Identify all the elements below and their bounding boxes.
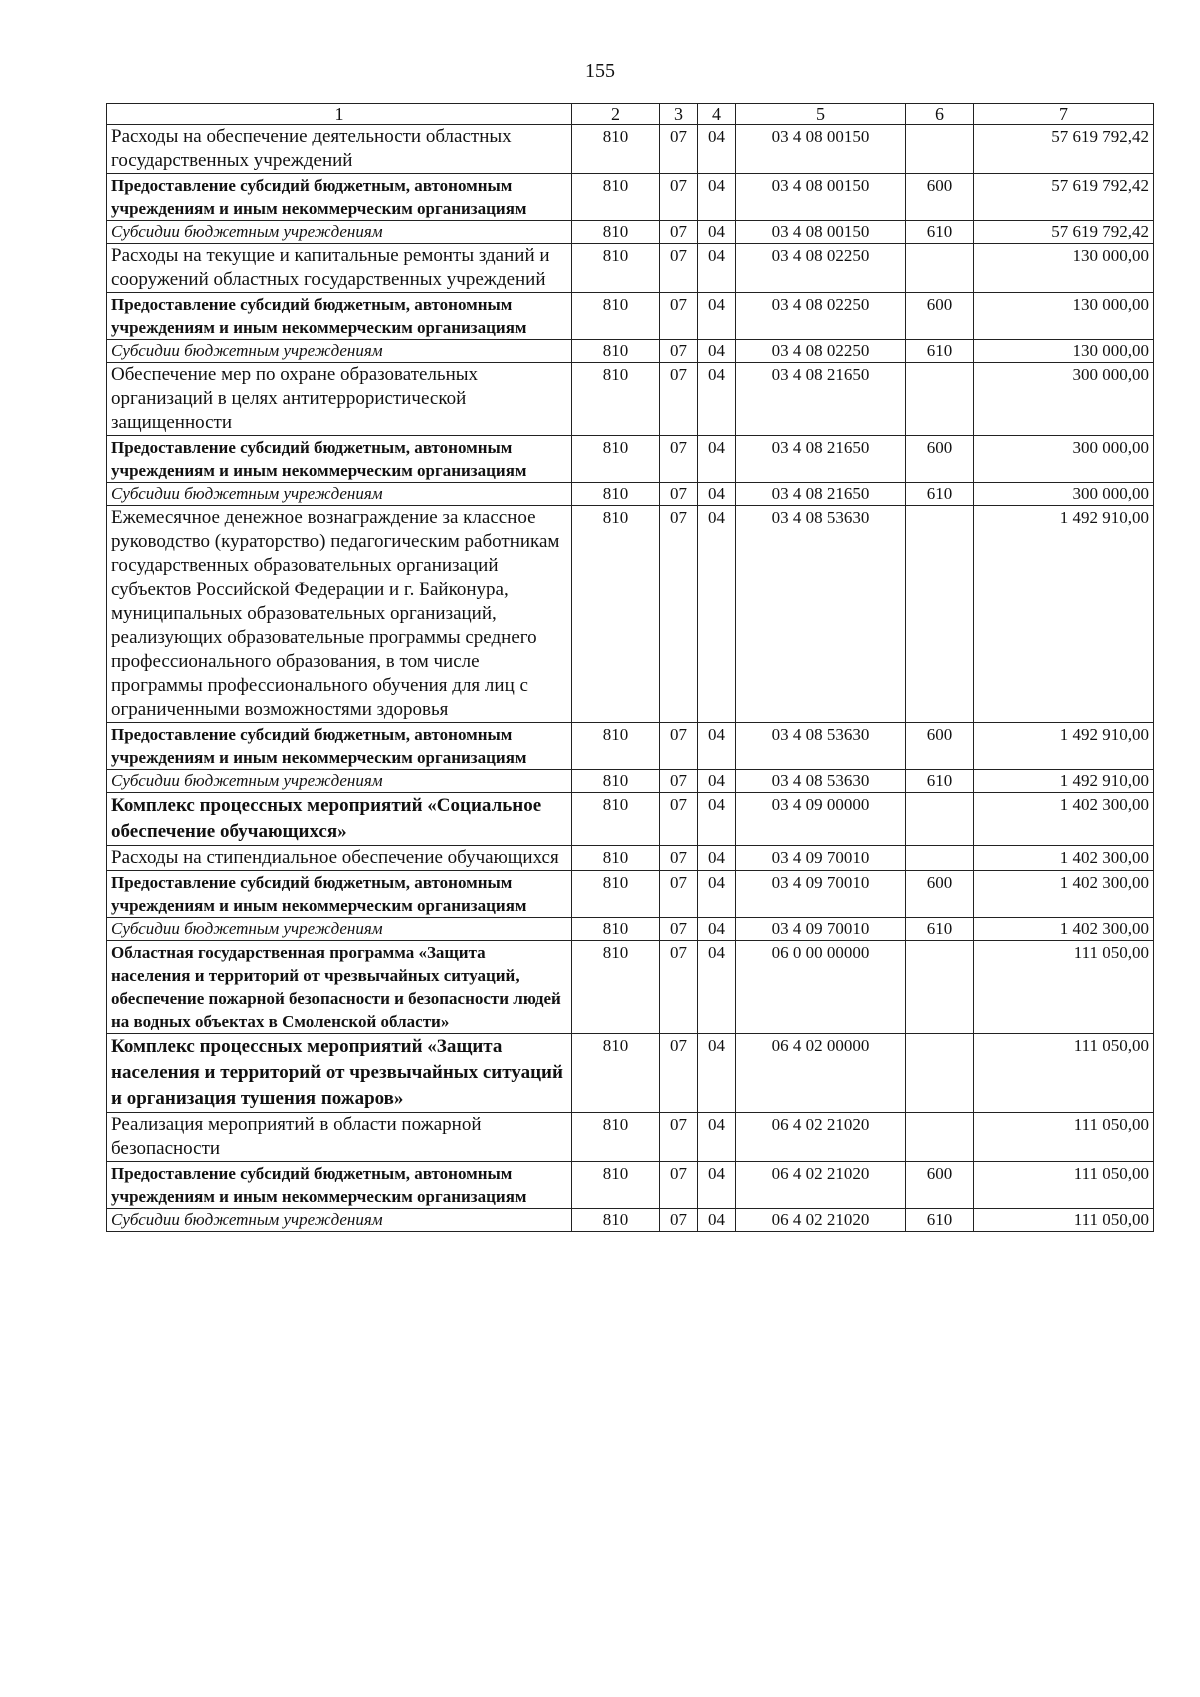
- target-article-cell: 06 0 00 00000: [736, 941, 906, 1034]
- table-row: [107, 363, 1154, 436]
- section-code-cell: 07: [660, 1162, 698, 1209]
- target-article-cell: 03 4 08 02250: [736, 293, 906, 340]
- expense-name-cell: Субсидии бюджетным учреждениям: [107, 1209, 572, 1232]
- expense-type-cell: [906, 1034, 974, 1113]
- section-code-cell: 07: [660, 846, 698, 871]
- expense-name-cell: Предоставление субсидий бюджетным, автономным учреждениям и иным некоммерческим организациям: [107, 871, 572, 918]
- expense-type-cell: 600: [906, 436, 974, 483]
- table-row: [107, 918, 1154, 941]
- expense-type-cell: 600: [906, 293, 974, 340]
- expense-type-cell: [906, 125, 974, 174]
- ministry-code-cell: 810: [572, 846, 660, 871]
- subsection-code-cell: 04: [698, 293, 736, 340]
- subsection-code-cell: 04: [698, 918, 736, 941]
- amount-cell: 1 402 300,00: [974, 793, 1154, 846]
- expense-type-cell: 610: [906, 221, 974, 244]
- table-row: [107, 871, 1154, 918]
- table-row: [107, 293, 1154, 340]
- subsection-code-cell: 04: [698, 244, 736, 293]
- column-number: 6: [906, 104, 974, 125]
- expense-name-cell: Расходы на обеспечение деятельности областных государственных учреждений: [107, 125, 572, 174]
- subsection-code-cell: 04: [698, 174, 736, 221]
- ministry-code-cell: 810: [572, 221, 660, 244]
- ministry-code-cell: 810: [572, 174, 660, 221]
- amount-cell: 57 619 792,42: [974, 174, 1154, 221]
- table-row: [107, 174, 1154, 221]
- ministry-code-cell: 810: [572, 723, 660, 770]
- target-article-cell: 06 4 02 00000: [736, 1034, 906, 1113]
- expense-name-cell: Субсидии бюджетным учреждениям: [107, 221, 572, 244]
- ministry-code-cell: 810: [572, 340, 660, 363]
- amount-cell: 57 619 792,42: [974, 221, 1154, 244]
- ministry-code-cell: 810: [572, 483, 660, 506]
- expense-type-cell: 610: [906, 483, 974, 506]
- expense-type-cell: [906, 1113, 974, 1162]
- subsection-code-cell: 04: [698, 436, 736, 483]
- expense-name-cell: Расходы на текущие и капитальные ремонты зданий и сооружений областных государственных учреждений: [107, 244, 572, 293]
- table-row: [107, 1162, 1154, 1209]
- column-number: 1: [107, 104, 572, 125]
- subsection-code-cell: 04: [698, 221, 736, 244]
- subsection-code-cell: 04: [698, 941, 736, 1034]
- section-code-cell: 07: [660, 793, 698, 846]
- target-article-cell: 03 4 08 21650: [736, 363, 906, 436]
- expense-name-cell: Предоставление субсидий бюджетным, автономным учреждениям и иным некоммерческим организациям: [107, 723, 572, 770]
- expense-name-cell: Субсидии бюджетным учреждениям: [107, 483, 572, 506]
- section-code-cell: 07: [660, 918, 698, 941]
- expense-type-cell: 610: [906, 340, 974, 363]
- column-number: 5: [736, 104, 906, 125]
- ministry-code-cell: 810: [572, 1209, 660, 1232]
- amount-cell: 130 000,00: [974, 244, 1154, 293]
- section-code-cell: 07: [660, 506, 698, 723]
- amount-cell: 111 050,00: [974, 1113, 1154, 1162]
- table-row: [107, 723, 1154, 770]
- amount-cell: 1 492 910,00: [974, 723, 1154, 770]
- target-article-cell: 03 4 08 53630: [736, 506, 906, 723]
- subsection-code-cell: 04: [698, 723, 736, 770]
- expense-type-cell: 610: [906, 918, 974, 941]
- subsection-code-cell: 04: [698, 1209, 736, 1232]
- expense-type-cell: 600: [906, 723, 974, 770]
- page-number: 155: [585, 60, 615, 82]
- column-number-row: [107, 104, 1154, 125]
- section-code-cell: 07: [660, 770, 698, 793]
- expense-type-cell: 610: [906, 1209, 974, 1232]
- budget-table: [106, 103, 1154, 1232]
- section-code-cell: 07: [660, 244, 698, 293]
- ministry-code-cell: 810: [572, 770, 660, 793]
- ministry-code-cell: 810: [572, 871, 660, 918]
- expense-name-cell: Субсидии бюджетным учреждениям: [107, 770, 572, 793]
- section-code-cell: 07: [660, 1034, 698, 1113]
- subsection-code-cell: 04: [698, 1162, 736, 1209]
- expense-name-cell: Реализация мероприятий в области пожарной безопасности: [107, 1113, 572, 1162]
- expense-type-cell: [906, 363, 974, 436]
- column-number: 2: [572, 104, 660, 125]
- target-article-cell: 03 4 09 00000: [736, 793, 906, 846]
- subsection-code-cell: 04: [698, 125, 736, 174]
- section-code-cell: 07: [660, 221, 698, 244]
- target-article-cell: 06 4 02 21020: [736, 1209, 906, 1232]
- ministry-code-cell: 810: [572, 244, 660, 293]
- amount-cell: 130 000,00: [974, 293, 1154, 340]
- target-article-cell: 03 4 08 02250: [736, 340, 906, 363]
- table-row: [107, 770, 1154, 793]
- expense-name-cell: Комплекс процессных мероприятий «Социальное обеспечение обучающихся»: [107, 793, 572, 846]
- expense-type-cell: [906, 941, 974, 1034]
- amount-cell: 111 050,00: [974, 1162, 1154, 1209]
- subsection-code-cell: 04: [698, 846, 736, 871]
- expense-name-cell: Субсидии бюджетным учреждениям: [107, 340, 572, 363]
- section-code-cell: 07: [660, 340, 698, 363]
- amount-cell: 1 402 300,00: [974, 846, 1154, 871]
- table-row: [107, 436, 1154, 483]
- ministry-code-cell: 810: [572, 125, 660, 174]
- expense-type-cell: [906, 244, 974, 293]
- expense-name-cell: Комплекс процессных мероприятий «Защита населения и территорий от чрезвычайных ситуаций и организация тушения пожаров»: [107, 1034, 572, 1113]
- expense-type-cell: 600: [906, 871, 974, 918]
- amount-cell: 1 492 910,00: [974, 506, 1154, 723]
- target-article-cell: 03 4 08 21650: [736, 436, 906, 483]
- ministry-code-cell: 810: [572, 941, 660, 1034]
- table-row: [107, 221, 1154, 244]
- column-number: 7: [974, 104, 1154, 125]
- table-row: [107, 941, 1154, 1034]
- table-row: [107, 506, 1154, 723]
- subsection-code-cell: 04: [698, 871, 736, 918]
- section-code-cell: 07: [660, 1113, 698, 1162]
- table-row: [107, 244, 1154, 293]
- subsection-code-cell: 04: [698, 1113, 736, 1162]
- section-code-cell: 07: [660, 723, 698, 770]
- target-article-cell: 03 4 09 70010: [736, 846, 906, 871]
- amount-cell: 300 000,00: [974, 363, 1154, 436]
- target-article-cell: 03 4 08 00150: [736, 125, 906, 174]
- section-code-cell: 07: [660, 125, 698, 174]
- section-code-cell: 07: [660, 1209, 698, 1232]
- table-row: [107, 1113, 1154, 1162]
- target-article-cell: 03 4 08 00150: [736, 174, 906, 221]
- target-article-cell: 03 4 08 21650: [736, 483, 906, 506]
- ministry-code-cell: 810: [572, 918, 660, 941]
- expense-type-cell: [906, 506, 974, 723]
- amount-cell: 1 402 300,00: [974, 918, 1154, 941]
- amount-cell: 57 619 792,42: [974, 125, 1154, 174]
- expense-name-cell: Ежемесячное денежное вознаграждение за классное руководство (кураторство) педагогическим работникам государственных образовательных организаций субъектов Российской Федерации и г. Байконура, муниципальных образовательных организаций, реализующих образовательные программы среднего профессионального образования, в том числе программы профессионального обучения для лиц с ограниченными возможностями здоровья: [107, 506, 572, 723]
- expense-type-cell: 600: [906, 174, 974, 221]
- expense-name-cell: Расходы на стипендиальное обеспечение обучающихся: [107, 846, 572, 871]
- ministry-code-cell: 810: [572, 293, 660, 340]
- amount-cell: 1 402 300,00: [974, 871, 1154, 918]
- expense-name-cell: Обеспечение мер по охране образовательных организаций в целях антитеррористической защищенности: [107, 363, 572, 436]
- table-row: [107, 340, 1154, 363]
- expense-type-cell: 600: [906, 1162, 974, 1209]
- expense-name-cell: Предоставление субсидий бюджетным, автономным учреждениям и иным некоммерческим организациям: [107, 293, 572, 340]
- amount-cell: 111 050,00: [974, 941, 1154, 1034]
- ministry-code-cell: 810: [572, 1113, 660, 1162]
- amount-cell: 300 000,00: [974, 436, 1154, 483]
- target-article-cell: 03 4 08 02250: [736, 244, 906, 293]
- table-row: [107, 793, 1154, 846]
- target-article-cell: 03 4 08 53630: [736, 723, 906, 770]
- amount-cell: 300 000,00: [974, 483, 1154, 506]
- table-row: [107, 1034, 1154, 1113]
- section-code-cell: 07: [660, 174, 698, 221]
- expense-name-cell: Предоставление субсидий бюджетным, автономным учреждениям и иным некоммерческим организациям: [107, 436, 572, 483]
- expense-name-cell: Областная государственная программа «Защита населения и территорий от чрезвычайных ситуаций, обеспечение пожарной безопасности и безопасности людей на водных объектах в Смоленской области»: [107, 941, 572, 1034]
- section-code-cell: 07: [660, 363, 698, 436]
- section-code-cell: 07: [660, 483, 698, 506]
- section-code-cell: 07: [660, 941, 698, 1034]
- subsection-code-cell: 04: [698, 483, 736, 506]
- table-row: [107, 483, 1154, 506]
- expense-type-cell: [906, 846, 974, 871]
- column-number: 3: [660, 104, 698, 125]
- section-code-cell: 07: [660, 436, 698, 483]
- section-code-cell: 07: [660, 871, 698, 918]
- target-article-cell: 03 4 09 70010: [736, 918, 906, 941]
- ministry-code-cell: 810: [572, 1034, 660, 1113]
- ministry-code-cell: 810: [572, 506, 660, 723]
- table-row: [107, 125, 1154, 174]
- expense-name-cell: Предоставление субсидий бюджетным, автономным учреждениям и иным некоммерческим организациям: [107, 174, 572, 221]
- subsection-code-cell: 04: [698, 363, 736, 436]
- amount-cell: 130 000,00: [974, 340, 1154, 363]
- subsection-code-cell: 04: [698, 770, 736, 793]
- expense-name-cell: Предоставление субсидий бюджетным, автономным учреждениям и иным некоммерческим организациям: [107, 1162, 572, 1209]
- column-number: 4: [698, 104, 736, 125]
- ministry-code-cell: 810: [572, 363, 660, 436]
- target-article-cell: 06 4 02 21020: [736, 1162, 906, 1209]
- target-article-cell: 03 4 08 00150: [736, 221, 906, 244]
- amount-cell: 1 492 910,00: [974, 770, 1154, 793]
- table-row: [107, 1209, 1154, 1232]
- table-row: [107, 846, 1154, 871]
- section-code-cell: 07: [660, 293, 698, 340]
- ministry-code-cell: 810: [572, 793, 660, 846]
- expense-name-cell: Субсидии бюджетным учреждениям: [107, 918, 572, 941]
- subsection-code-cell: 04: [698, 506, 736, 723]
- amount-cell: 111 050,00: [974, 1034, 1154, 1113]
- amount-cell: 111 050,00: [974, 1209, 1154, 1232]
- subsection-code-cell: 04: [698, 1034, 736, 1113]
- ministry-code-cell: 810: [572, 1162, 660, 1209]
- expense-type-cell: [906, 793, 974, 846]
- subsection-code-cell: 04: [698, 340, 736, 363]
- target-article-cell: 03 4 08 53630: [736, 770, 906, 793]
- target-article-cell: 03 4 09 70010: [736, 871, 906, 918]
- subsection-code-cell: 04: [698, 793, 736, 846]
- target-article-cell: 06 4 02 21020: [736, 1113, 906, 1162]
- ministry-code-cell: 810: [572, 436, 660, 483]
- expense-type-cell: 610: [906, 770, 974, 793]
